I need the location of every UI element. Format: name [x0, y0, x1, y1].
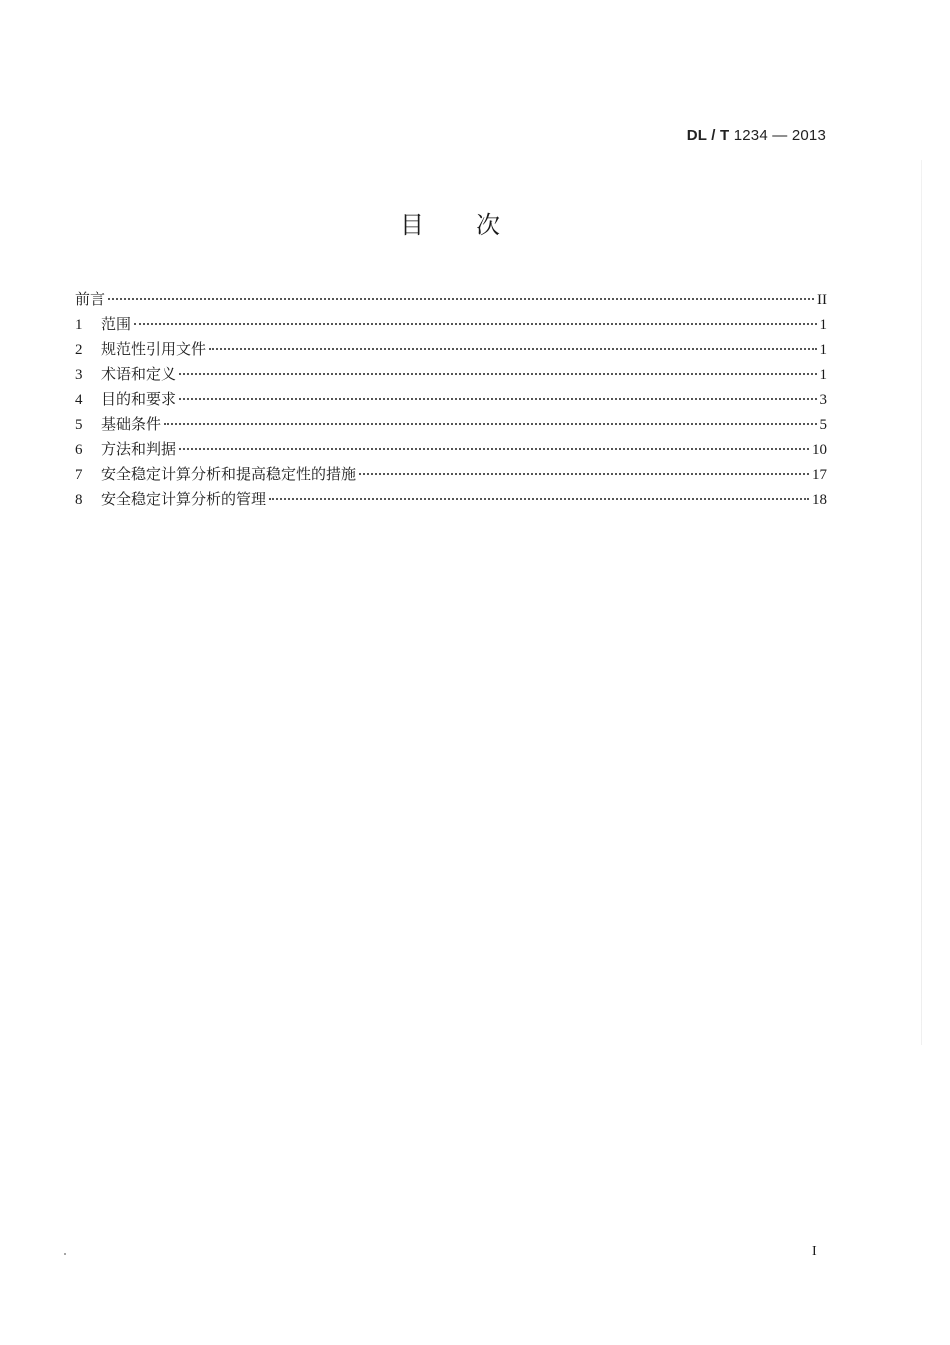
- toc-entry-page: 18: [812, 492, 827, 508]
- toc-entry-title: 前言: [75, 290, 106, 308]
- toc-entry-3[interactable]: [75, 362, 827, 387]
- toc-entry-1[interactable]: [75, 312, 827, 337]
- scan-edge-line: [921, 160, 922, 1045]
- standard-prefix: DL / T: [686, 127, 730, 144]
- toc-entry-title: 规范性引用文件: [101, 340, 207, 358]
- toc-entry-number: 7: [75, 467, 83, 483]
- toc-entry-page: 10: [812, 442, 827, 458]
- toc-entry-title: 方法和判据: [101, 440, 177, 458]
- toc-entry-foreword[interactable]: [75, 287, 827, 312]
- toc-entry-title: 安全稳定计算分析的管理: [101, 490, 267, 508]
- toc-entry-2[interactable]: [75, 337, 827, 362]
- toc-leader-dots: [179, 373, 816, 375]
- toc-entry-page: 1: [819, 342, 827, 358]
- standard-number: 1234 — 2013: [733, 127, 826, 144]
- toc-entry-title: 术语和定义: [101, 365, 177, 383]
- standard-code: [687, 127, 826, 144]
- toc-entry-8[interactable]: [75, 487, 827, 512]
- toc-entry-page: 3: [819, 392, 827, 408]
- toc-entry-title: 基础条件: [101, 415, 162, 433]
- toc-leader-dots: [164, 423, 816, 425]
- table-of-contents: [75, 287, 827, 512]
- toc-leader-dots: [269, 498, 809, 500]
- toc-leader-dots: [108, 298, 814, 300]
- title-char-2: 次: [476, 211, 500, 239]
- toc-entry-7[interactable]: [75, 462, 827, 487]
- toc-leader-dots: [209, 348, 816, 350]
- toc-entry-page: 17: [812, 467, 827, 483]
- scan-speck: [64, 1253, 66, 1255]
- toc-leader-dots: [179, 398, 816, 400]
- toc-leader-dots: [359, 473, 809, 475]
- toc-entry-number: 6: [75, 442, 83, 458]
- toc-entry-number: 3: [75, 367, 83, 383]
- toc-entry-number: 5: [75, 417, 83, 433]
- toc-entry-page: 1: [819, 317, 827, 333]
- toc-entry-title: 范围: [101, 315, 132, 333]
- toc-entry-number: 4: [75, 392, 83, 408]
- toc-entry-page: II: [817, 292, 827, 308]
- page-title: [0, 205, 900, 240]
- toc-entry-number: 1: [75, 317, 83, 333]
- toc-entry-title: 安全稳定计算分析和提高稳定性的措施: [101, 465, 357, 483]
- toc-entry-number: 2: [75, 342, 83, 358]
- toc-entry-6[interactable]: [75, 437, 827, 462]
- title-char-1: 目: [400, 211, 424, 239]
- toc-leader-dots: [179, 448, 809, 450]
- toc-entry-number: 8: [75, 492, 83, 508]
- toc-entry-page: 1: [819, 367, 827, 383]
- toc-entry-title: 目的和要求: [101, 390, 177, 408]
- page-number: I: [812, 1244, 817, 1259]
- toc-entry-4[interactable]: [75, 387, 827, 412]
- toc-leader-dots: [134, 323, 816, 325]
- toc-entry-page: 5: [819, 417, 827, 433]
- toc-entry-5[interactable]: [75, 412, 827, 437]
